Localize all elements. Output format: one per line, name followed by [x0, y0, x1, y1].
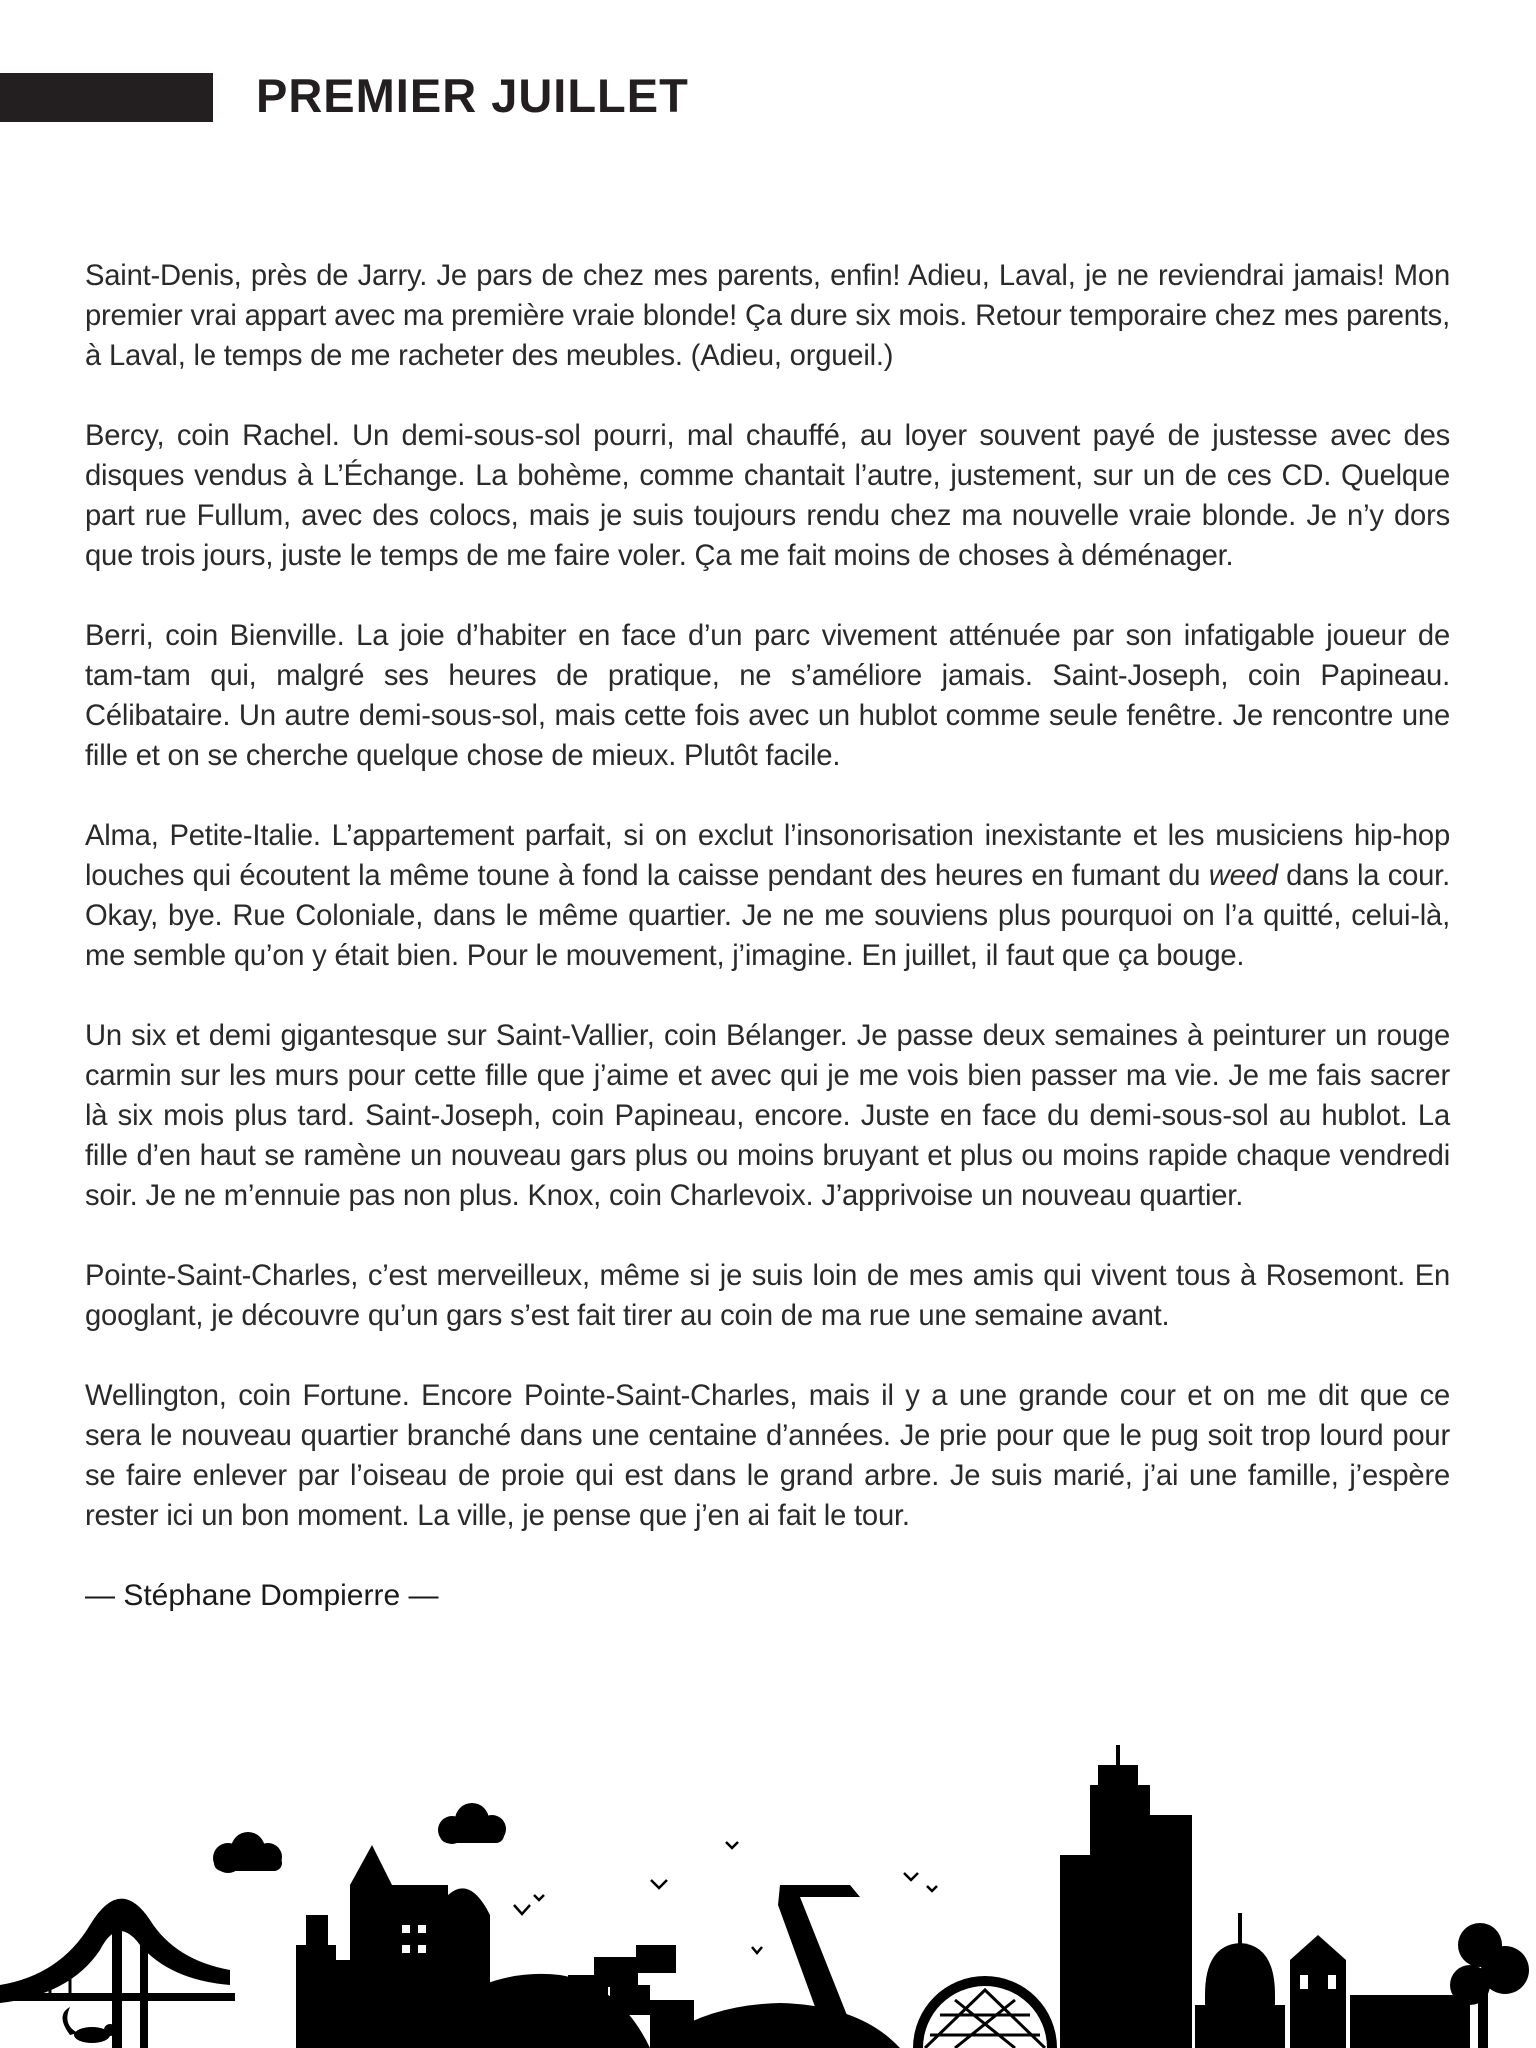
paragraph-text: Bercy, coin Rachel. Un demi-sous-sol pourri, mal chauffé, au loyer souvent payé de justesse avec des disques vendus à L’Échange. La bohème, comme chantait l’autre, justement, sur un de ces CD. Quelque part rue Fullum, avec des colocs, mais je suis toujours rendu chez ma nouvelle vraie blonde. Je n’y dors que trois jours, juste le temps de me faire voler. Ça me fait moins de choses à déménager. [85, 420, 1450, 572]
birds-icon [514, 1842, 937, 1953]
paragraph-text: Pointe-Saint-Charles, c’est merveilleux, même si je suis loin de mes amis qui vivent tous à Rosemont. En googlant, je découvre qu’un gars s’est fait tirer au coin de ma rue une semaine avant. [85, 1260, 1450, 1332]
page-title: PREMIER JUILLET [256, 69, 689, 122]
paragraph [85, 1016, 1450, 1216]
paragraph-text: Wellington, coin Fortune. Encore Pointe-Saint-Charles, mais il y a une grande cour et on me dit que ce sera le nouveau quartier branché dans une centaine d’années. Je prie pour que le pug soit trop lourd pour se faire enlever par l’oiseau de proie qui est dans le grand arbre. Je suis marié, j’ai une famille, j’espère rester ici un bon moment. La ville, je pense que j’en ai fait le tour. [85, 1380, 1450, 1532]
paragraph [85, 616, 1450, 776]
paragraph-text: Alma, Petite-Italie. L’appartement parfait, si on exclut l’insonorisation inexistante et les musiciens hip-hop louches qui écoutent la même toune à fond la caisse pendant des heures en fumant du [85, 820, 1450, 892]
montreal-skyline-illustration [0, 1745, 1536, 2048]
paragraph [85, 1256, 1450, 1336]
paragraph-text: Un six et demi gigantesque sur Saint-Vallier, coin Bélanger. Je passe deux semaines à peinturer un rouge carmin sur les murs pour cette fille que j’aime et avec qui je me vois bien passer ma vie. Je me fais sacrer là six mois plus tard. Saint-Joseph, coin Papineau, encore. Juste en face du demi-sous-sol au hublot. La fille d’en haut se ramène un nouveau gars plus ou moins bruyant et plus ou moins rapide chaque vendredi soir. Je ne m’ennuie pas non plus. Knox, coin Charlevoix. J’apprivoise un nouveau quartier. [85, 1020, 1450, 1212]
paragraph-emphasis: weed [1208, 860, 1278, 892]
biosphere-icon [913, 1976, 1057, 2048]
author-signature: — Stéphane Dompierre — [85, 1579, 439, 1612]
oratory-icon [1195, 1913, 1285, 2048]
paragraph [85, 816, 1450, 976]
paragraph [85, 1376, 1450, 1536]
header-bar [0, 73, 213, 122]
skyscraper-icon [1060, 1745, 1192, 2048]
cloud-icon [213, 1832, 282, 1873]
classic-building-icon [1290, 1935, 1346, 2048]
house-icon [1350, 1995, 1470, 2048]
paragraph-text: dans la cour. Okay, bye. Rue Coloniale, dans le même quartier. Je ne me souviens plus pourquoi on l’a quitté, celui-là, me semble qu’on y était bien. Pour le mouvement, j’imagine. En juillet, il faut que ça bouge. [85, 860, 1450, 972]
paragraph [85, 256, 1450, 376]
paragraph-text: Saint-Denis, près de Jarry. Je pars de chez mes parents, enfin! Adieu, Laval, je ne reviendrai jamais! Mon premier vrai appart avec ma première vraie blonde! Ça dure six mois. Retour temporaire chez mes parents, à Laval, le temps de me racheter des meubles. (Adieu, orgueil.) [85, 260, 1450, 372]
paragraph-text: Berri, coin Bienville. La joie d’habiter en face d’un parc vivement atténuée par son infatigable joueur de tam-tam qui, malgré ses heures de pratique, ne s’améliore jamais. Saint-Joseph, coin Papineau. Célibataire. Un autre demi-sous-sol, mais cette fois avec un hublot comme seule fenêtre. Je rencontre une fille et on se cherche quelque chose de mieux. Plutôt facile. [85, 620, 1450, 772]
article-body [85, 256, 1450, 1616]
bridge-icon [0, 1899, 235, 2048]
paragraph [85, 416, 1450, 576]
squirrel-icon [63, 2007, 117, 2043]
cloud-icon [438, 1803, 506, 1844]
